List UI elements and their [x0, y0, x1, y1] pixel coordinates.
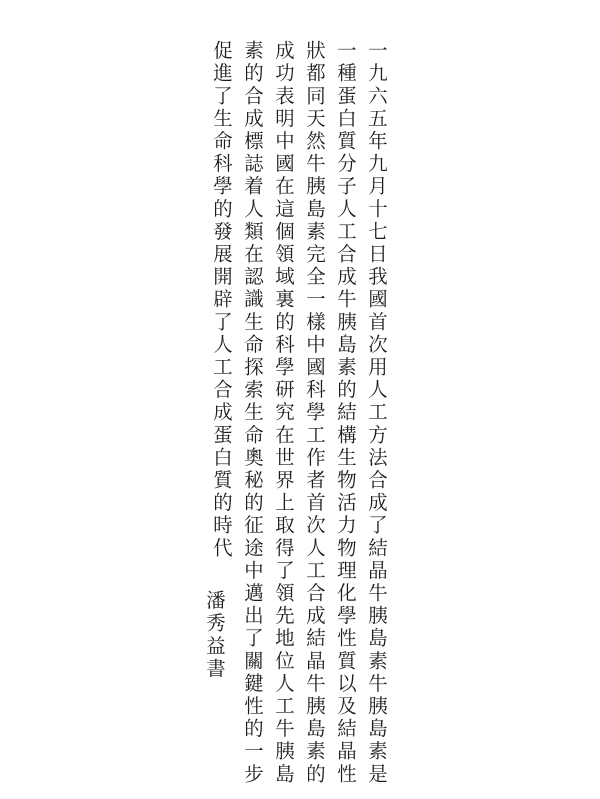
text-column-6: 促進了生命科學的發展開辟了人工合成蛋白質的時代 — [210, 40, 233, 560]
text-column-4: 成功表明中國在這個領域裏的科學研究在世界上取得了領先地位人工牛胰島 — [272, 40, 295, 786]
text-column-3: 狀都同天然牛胰島素完全一樣中國科學工作者首次人工合成結晶牛胰島素的 — [303, 40, 326, 786]
signature: 潘秀益書 — [203, 590, 226, 681]
text-column-1: 一九六五年九月十七日我國首次用人工方法合成了結晶牛胰島素牛胰島素是 — [365, 40, 388, 786]
text-column-5: 素的合成標誌着人類在認識生命探索生命奧秘的征途中邁出了關鍵性的一步 — [241, 40, 264, 786]
text-column-2: 一種蛋白質分子人工合成牛胰島素的結構生物活力物理化學性質以及結晶性 — [334, 40, 357, 786]
